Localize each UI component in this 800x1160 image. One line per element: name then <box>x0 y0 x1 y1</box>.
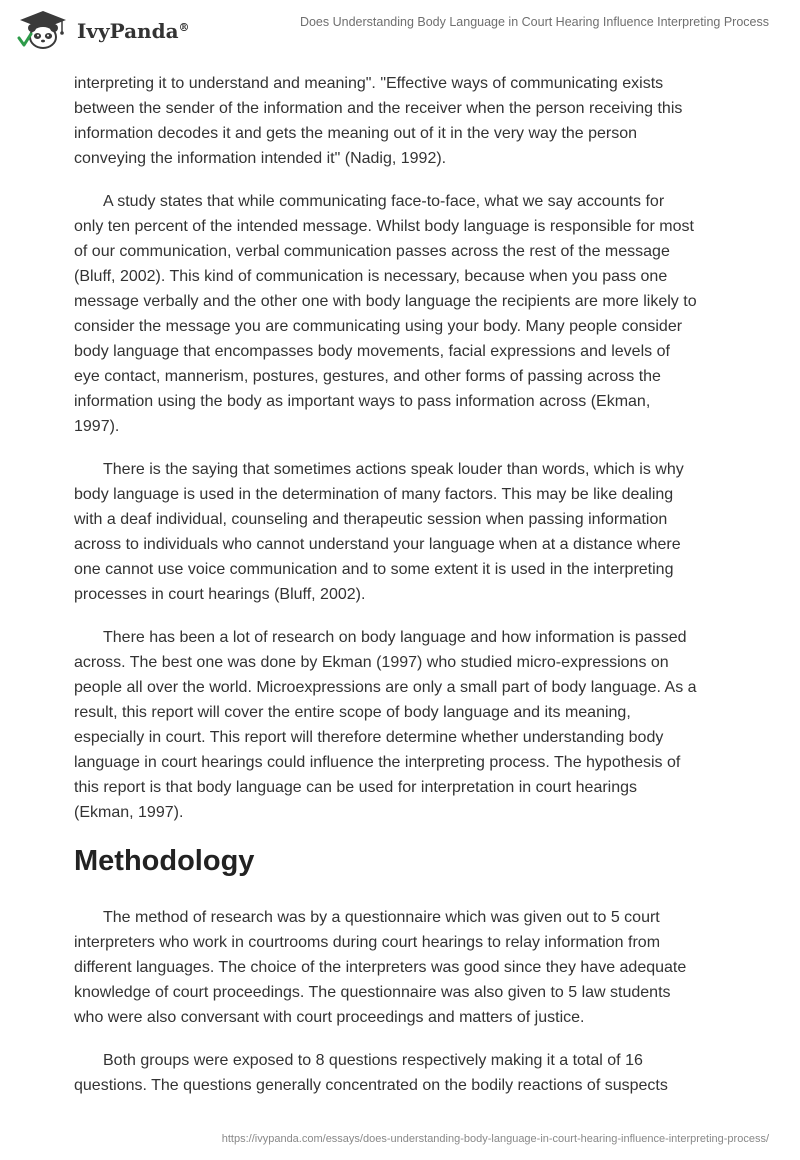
brand-logo[interactable] <box>14 8 190 52</box>
essay-body <box>74 71 734 1116</box>
paragraph: The method of research was by a questionnaire which was given out to 5 court interpreters who work in courtrooms during court hearings to relay information from different languages. The choice of the interpreters was good since they have adequate knowledge of court proceedings. The questionnaire was also given to 5 law students who were also conversant with court proceedings and matters of justice. <box>74 909 687 1026</box>
paragraph: A study states that while communicating face-to-face, what we say accounts for only ten percent of the intended message. Whilst body language is responsible for most of our communication, verbal communication passes across the rest of the message (Bluff, 2002). This kind of communication is necessary, because when you pass one message verbally and the other one with body language the recipients are more likely to consider the message you are communicating using your body. Many people consider body language that encompasses body movements, facial expressions and levels of eye contact, mannerism, postures, gestures, and other forms of passing across the information using the body as important ways to pass information across (Ekman, 1997). <box>74 193 697 435</box>
paragraph: There has been a lot of research on body language and how information is passed across. The best one was done by Ekman (1997) who studied micro-expressions on people all over the world. Microexpressions are only a small part of body language. As a result, this report will cover the entire scope of body language and its meaning, especially in court. This report will therefore determine whether understanding body language in court hearings could influence the interpreting process. The hypothesis of this report is that body language can be used for interpretation in court hearings (Ekman, 1997). <box>74 629 697 821</box>
page-header <box>0 0 800 60</box>
paragraph: interpreting it to understand and meaning". "Effective ways of communicating exists between the sender of the information and the receiver when the person receiving this information decodes it and gets the meaning out of it in the very way the person conveying the information intended it" (Nadig, 1992). <box>74 75 683 167</box>
document-title: Does Understanding Body Language in Court Hearing Influence Interpreting Process <box>299 15 769 29</box>
brand-name: IvyPanda® <box>77 19 190 43</box>
paragraph: There is the saying that sometimes actions speak louder than words, which is why body language is used in the determination of many factors. This may be like dealing with a deaf individual, counseling and therapeutic session when passing information across to individuals who cannot understand your language when at a distance where one cannot use voice communication and to some extent it is used in the interpreting processes in court hearings (Bluff, 2002). <box>74 461 684 603</box>
section-heading-methodology: Methodology <box>74 845 255 877</box>
paragraph: Both groups were exposed to 8 questions respectively making it a total of 16 questions. The questions generally concentrated on the bodily reactions of suspects <box>74 1052 668 1094</box>
panda-graduate-icon <box>14 8 72 52</box>
source-url[interactable]: https://ivypanda.com/essays/does-understanding-body-language-in-court-hearing-influence-interpreting-process/ <box>221 1133 769 1145</box>
registered-mark: ® <box>178 21 190 35</box>
